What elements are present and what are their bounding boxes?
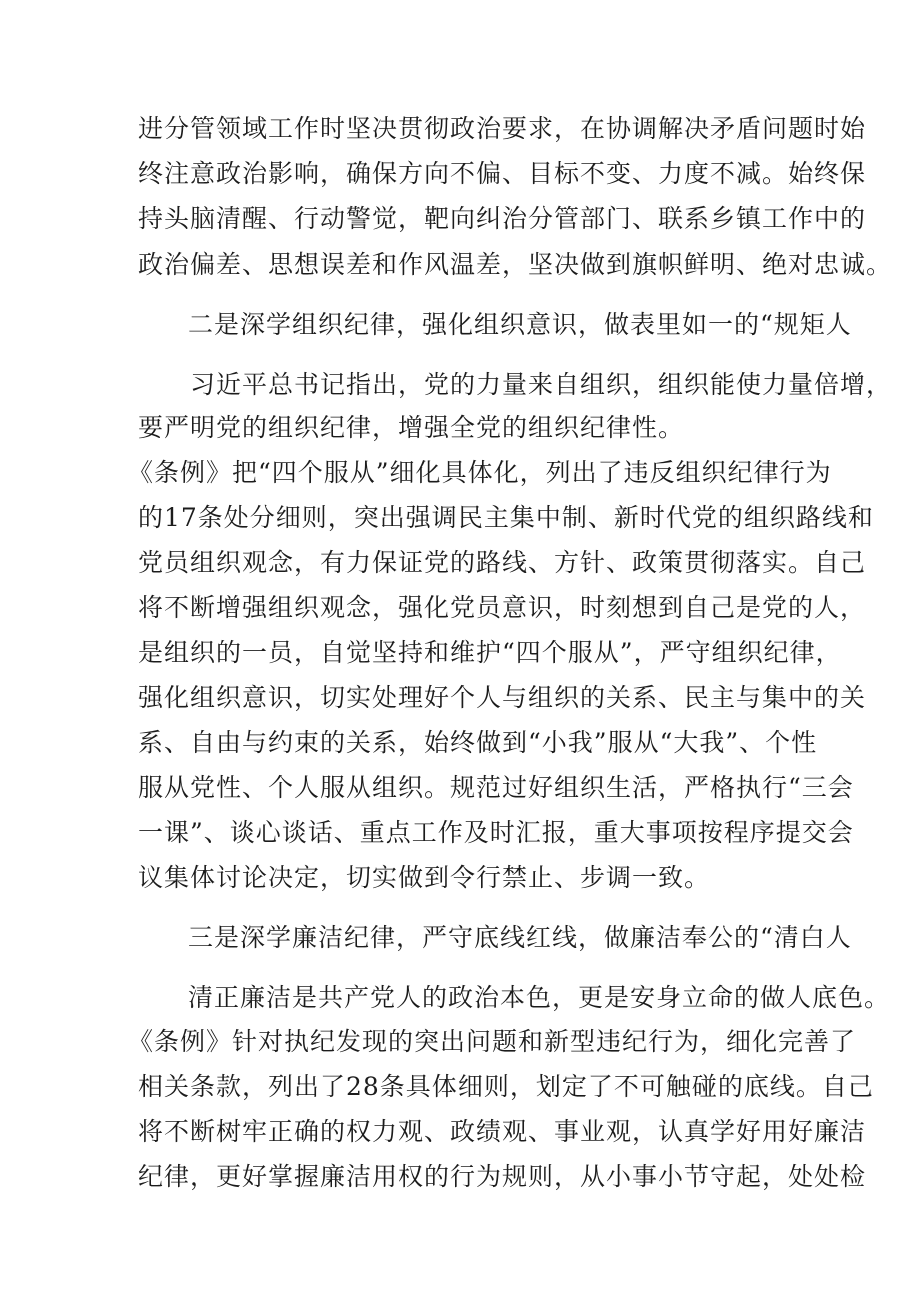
text-line-14: 系、自由与约束的关系，始终做到“小我”服从“大我”、个性: [138, 728, 818, 757]
text-line-22: 将不断树牢正确的权力观、政绩观、事业观，认真学好用好廉洁: [138, 1117, 867, 1146]
text-line-16: 一课”、谈心谈话、重点工作及时汇报，重大事项按程序提交会: [138, 818, 854, 847]
text-line-8: 《条例》把“四个服从”细化具体化，列出了违反组织纪律行为: [128, 458, 832, 487]
text-line-10: 党员组织观念，有力保证党的路线、方针、政策贯彻落实。自己: [138, 548, 867, 577]
text-line-12: 是组织的一员，自觉坚持和维护“四个服从”，严守组织纪律，: [138, 638, 842, 667]
text-line-13: 强化组织意识，切实处理好个人与组织的关系、民主与集中的关: [138, 683, 867, 712]
text-line-23: 纪律，更好掌握廉洁用权的行为规则，从小事小节守起，处处检: [138, 1162, 867, 1191]
text-line-21: 相关条款，列出了28条具体细则，划定了不可触碰的底线。自己: [138, 1072, 874, 1101]
text-line-11: 将不断增强组织观念，强化党员意识，时刻想到自己是党的人，: [138, 593, 867, 622]
text-line-15: 服从党性、个人服从组织。规范过好组织生活，严格执行“三会: [138, 773, 854, 802]
section-heading-2: 二是深学组织纪律，强化组织意识，做表里如一的“规矩人: [188, 310, 852, 339]
text-line-9: 的17条处分细则，突出强调民主集中制、新时代党的组织路线和: [138, 503, 874, 532]
text-line-3: 持头脑清醒、行动警觉，靶向纠治分管部门、联系乡镇工作中的: [138, 204, 867, 233]
text-line-20: 《条例》针对执纪发现的突出问题和新型违纪行为，细化完善了: [128, 1027, 857, 1056]
text-line-17: 议集体讨论决定，切实做到令行禁止、步调一致。: [138, 863, 711, 892]
text-line-1: 进分管领域工作时坚决贯彻政治要求，在协调解决矛盾问题时始: [138, 114, 867, 143]
text-line-7: 要严明党的组织纪律，增强全党的组织纪律性。: [138, 413, 685, 442]
text-line-6: 习近平总书记指出，党的力量来自组织，组织能使力量倍增，: [190, 370, 893, 399]
section-heading-3: 三是深学廉洁纪律，严守底线红线，做廉洁奉公的“清白人: [188, 923, 852, 952]
text-line-4: 政治偏差、思想误差和作风温差，坚决做到旗帜鲜明、绝对忠诚。: [138, 250, 893, 279]
text-line-2: 终注意政治影响，确保方向不偏、目标不变、力度不减。始终保: [138, 159, 867, 188]
text-line-19: 清正廉洁是共产党人的政治本色，更是安身立命的做人底色。: [188, 983, 891, 1012]
